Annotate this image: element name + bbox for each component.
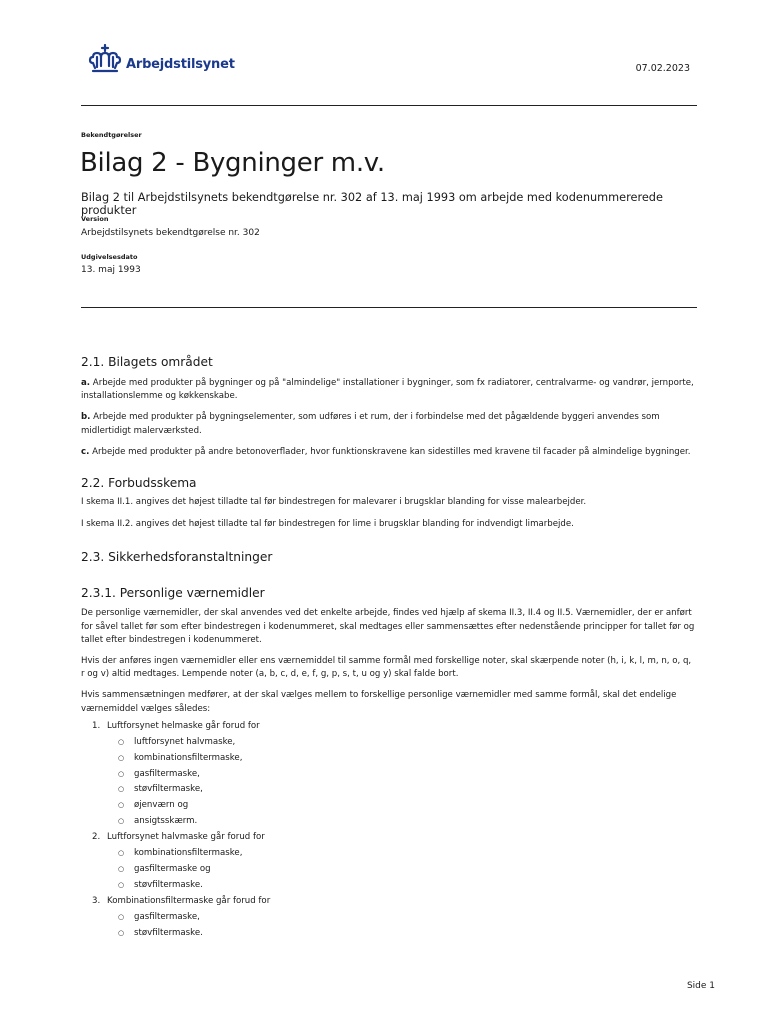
sub-list-item-text: støvfiltermaske, bbox=[134, 784, 203, 795]
list-item-label: Luftforsynet helmaske går forud for bbox=[107, 720, 260, 731]
bullet-icon: ○ bbox=[118, 753, 125, 762]
bullet-icon: ○ bbox=[118, 769, 125, 778]
list-number: 2. bbox=[92, 832, 101, 843]
section-heading-2-3: 2.3. Sikkerhedsforanstaltninger bbox=[81, 550, 273, 565]
sub-list bbox=[107, 846, 697, 894]
sub-list-item bbox=[107, 814, 697, 830]
document-body bbox=[81, 354, 697, 942]
brand-logo bbox=[88, 44, 235, 74]
section-2-1-item-c bbox=[81, 446, 697, 459]
bullet-icon: ○ bbox=[118, 912, 125, 921]
list-item bbox=[81, 830, 697, 894]
list-number: 3. bbox=[92, 895, 101, 906]
published-label: Udgivelsesdato bbox=[81, 253, 138, 261]
sub-list-item bbox=[107, 798, 697, 814]
bullet-icon: ○ bbox=[118, 801, 125, 810]
sub-list-item bbox=[107, 910, 697, 926]
sub-list bbox=[107, 910, 697, 942]
document-category: Bekendtgørelser bbox=[81, 131, 142, 139]
logo-text: Arbejdstilsynet bbox=[126, 56, 235, 72]
published-value: 13. maj 1993 bbox=[81, 265, 141, 275]
section-2-1-item-b bbox=[81, 411, 697, 437]
list-item-label: Luftforsynet halvmaske går forud for bbox=[107, 832, 265, 843]
section-2-1-item-a bbox=[81, 377, 697, 403]
sub-list-item-text: ansigtsskærm. bbox=[134, 816, 198, 827]
sub-list-item-text: gasfiltermaske, bbox=[134, 911, 200, 922]
section-2-2-paragraph: I skema II.1. angives det højest tilladte tal før bindestregen for malevarer i brugsklar blanding for visse malearbejder. bbox=[81, 497, 587, 508]
item-marker: c. bbox=[81, 446, 90, 457]
bullet-icon: ○ bbox=[118, 865, 125, 873]
section-2-3-1-paragraph: Hvis sammensætningen medfører, at der skal vælges mellem to forskellige personlige værnemidler med samme formål, skal det endelige værnemiddel vælges således: bbox=[81, 690, 677, 714]
page-subtitle: Bilag 2 til Arbejdstilsynets bekendtgørelse nr. 302 af 13. maj 1993 om arbejde med kodenummererede produkter bbox=[81, 191, 663, 217]
sub-list-item bbox=[107, 735, 697, 751]
item-text: Arbejde med produkter på bygningselementer, som udføres i et rum, der i forbindelse med det pågældende byggeri anvendes som midlertidigt malerværksted. bbox=[81, 412, 660, 436]
list-item bbox=[81, 894, 697, 942]
bullet-icon: ○ bbox=[118, 785, 125, 794]
meta-divider bbox=[81, 307, 697, 308]
bullet-icon: ○ bbox=[118, 737, 125, 746]
item-text: Arbejde med produkter på bygninger og på "almindelige" installationer i bygninger, som fx radiatorer, centralvarme- og vandrør, jernporte, installationslemme og køkkenskabe. bbox=[81, 378, 694, 402]
page-title: Bilag 2 - Bygninger m.v. bbox=[80, 148, 385, 178]
section-heading-2-2: 2.2. Forbudsskema bbox=[81, 476, 197, 491]
sub-list-item bbox=[107, 782, 697, 798]
sub-list-item-text: gasfiltermaske, bbox=[134, 768, 200, 779]
sub-list-item bbox=[107, 878, 697, 894]
priority-list bbox=[81, 719, 697, 942]
item-text: Arbejde med produkter på andre betonoverflader, hvor funktionskravene kan sidestilles med kravene til facader på almindelige bygninger. bbox=[89, 446, 691, 457]
version-value: Arbejdstilsynets bekendtgørelse nr. 302 bbox=[81, 228, 260, 238]
sub-list-item bbox=[107, 767, 697, 783]
sub-list-item-text: luftforsynet halvmaske, bbox=[134, 736, 236, 747]
list-number: 1. bbox=[92, 720, 101, 731]
section-heading-2-3-1: 2.3.1. Personlige værnemidler bbox=[81, 586, 265, 601]
bullet-icon: ○ bbox=[118, 849, 125, 858]
sub-list-item bbox=[107, 751, 697, 767]
document-date: 07.02.2023 bbox=[635, 63, 690, 74]
section-2-3-1-paragraph: Hvis der anføres ingen værnemidler eller ens værnemiddel til samme formål med forskellige noter, skal skærpende noter (h, i, k, l, m, n, o, q, r og v) altid medtages. Lempende noter (a, b, c, d, e, f, g, p, s, t, u og y) skal falde bort. bbox=[81, 656, 692, 680]
list-item-label: Kombinationsfiltermaske går forud for bbox=[107, 895, 271, 906]
bullet-icon: ○ bbox=[118, 928, 125, 937]
section-2-2-paragraph: I skema II.2. angives det højest tilladte tal før bindestregen for lime i brugsklar blanding for indvendigt limarbejde. bbox=[81, 519, 574, 530]
sub-list-item bbox=[107, 862, 697, 878]
bullet-icon: ○ bbox=[118, 880, 125, 889]
sub-list-item-text: støvfiltermaske. bbox=[134, 879, 203, 890]
sub-list-item bbox=[107, 926, 697, 942]
sub-list-item-text: kombinationsfiltermaske, bbox=[134, 752, 243, 763]
sub-list bbox=[107, 735, 697, 830]
sub-list-item-text: kombinationsfiltermaske, bbox=[134, 848, 243, 859]
header-divider bbox=[81, 105, 697, 106]
item-marker: b. bbox=[81, 412, 91, 423]
item-marker: a. bbox=[81, 378, 91, 388]
list-item bbox=[81, 719, 697, 830]
sub-list-item-text: støvfiltermaske. bbox=[134, 927, 203, 938]
sub-list-item-text: øjenværn og bbox=[134, 800, 189, 811]
section-heading-2-1: 2.1. Bilagets området bbox=[81, 355, 213, 369]
section-2-3-1-paragraph: De personlige værnemidler, der skal anvendes ved det enkelte arbejde, findes ved hjælp af skema II.3, II.4 og II.5. Værnemidler, der er anført for såvel tallet før som efter bindestregen i kodenummeret, skal medtages eller sammensættes efter nedenstående principper for tallet før og tallet efter bindestregen i kodenummeret. bbox=[81, 608, 695, 645]
bullet-icon: ○ bbox=[118, 817, 125, 826]
sub-list-item bbox=[107, 846, 697, 862]
crown-icon bbox=[88, 44, 122, 74]
version-label: Version bbox=[81, 215, 109, 223]
sub-list-item-text: gasfiltermaske og bbox=[134, 864, 211, 874]
page-number: Side 1 bbox=[686, 981, 715, 991]
